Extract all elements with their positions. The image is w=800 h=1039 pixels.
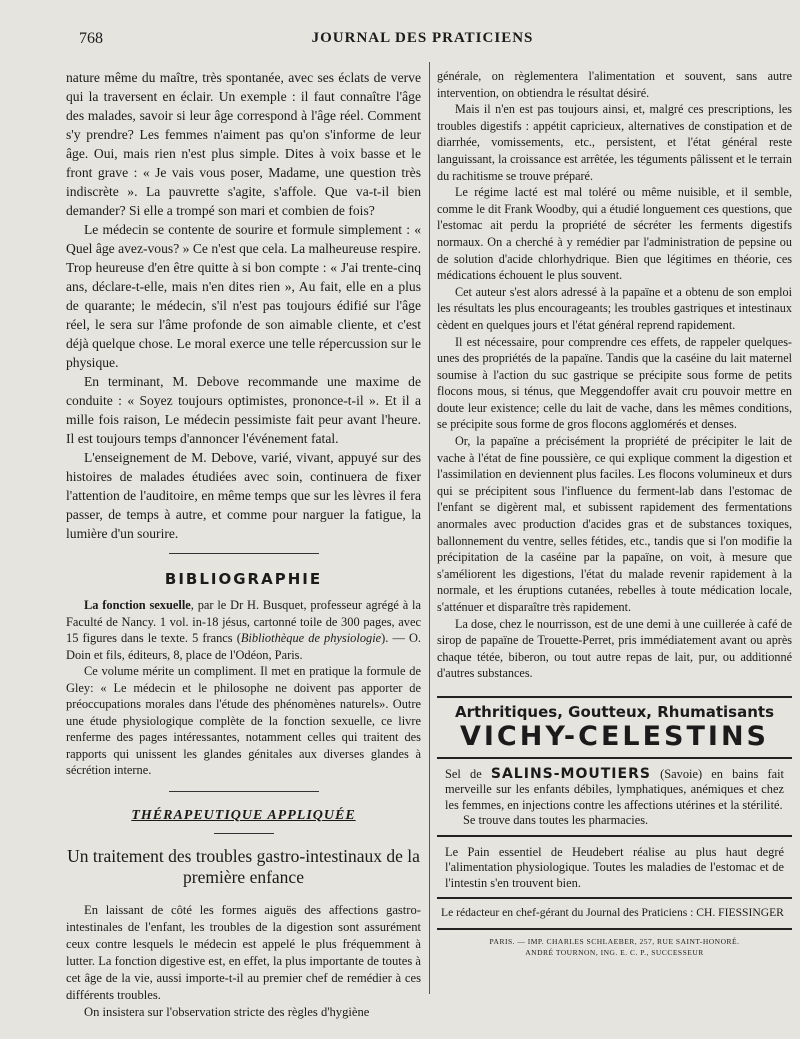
page-header	[75, 30, 770, 50]
imprint-line-2: ANDRÉ TOURNON, ING. E. C. P., SUCCESSEUR	[525, 947, 704, 957]
book-title: La fonction sexuelle	[84, 598, 191, 612]
book-series: Bibliothèque de physiologie	[240, 631, 382, 645]
column-divider	[429, 62, 430, 994]
salins-note: Se trouve dans toutes les pharmacies.	[463, 813, 649, 828]
paragraph: nature même du maître, très spontanée, avec ses éclats de verve qui la traversent en éclair. Un exemple : il faut connaître l'âge des malades, savoir si leur âge correspond à l'âge réel. Comment s'y prendre? Les femmes n'aiment pas qu'on s'informe de leur âge. Oui, mais rien n'est plus simple. Dites à voix basse et le front grave : « Je vais vous poser, Madame, une question très indiscrète ». La pauvrette s'agite, s'affole. Que va-t-il bien demander? Si elle a trompé son mari et combien de fois?	[66, 70, 421, 218]
paragraph: En terminant, M. Debove recommande une maxime de conduite : « Soyez toujours optimistes, prononce-t-il ». Et il a mille fois raison, Le médecin pessimiste fait peur avant l'heure. Il est toujours temps d'annoncer l'événement fatal.	[66, 374, 421, 446]
left-column	[66, 68, 421, 1021]
salins-text: (Savoie) en bains fait merveille sur les enfants débiles, lymphatiques, anémiques et chez les femmes, en injections contre les affections utérines et la stérilité.	[445, 766, 784, 812]
bibliographie-section	[66, 570, 421, 779]
paragraph: Cet auteur s'est alors adressé à la papaïne et a obtenu de son emploi les résultats les plus encourageants; les troubles gastriques et intestinaux cèdent en quelques jours et l'état général reprend rapidement.	[437, 284, 792, 332]
salins-advertisement	[437, 757, 792, 835]
page-number: 768	[79, 30, 103, 47]
right-column	[437, 68, 792, 958]
paragraph: Le médecin se contente de sourire et formule simplement : « Quel âge avez-vous? » Ce n'est que cela. La malheureuse respire. Trop heureuse d'en être quitte à si bon compte : « J'ai trente-cinq ans, déclare-t-elle, mais n'en dites rien », Au fait, elle en a plus de quarante; le médecin, s'il n'est pas toujours édifié sur l'âge réel, le sera sur l'âme profonde de son aimable cliente, et c'est déjà quelque chose. Le moral exerce une telle répercussion sur le physique.	[66, 222, 421, 370]
paragraph: La dose, chez le nourrisson, est de une demi à une cuillerée à café de sirop de papaïne de Trouette-Perret, pris immédiatement avant ou après chaque tétée, biberon, ou tout autre repas de lait, pur, ou additionné d'autres substances.	[437, 616, 792, 681]
book-reference	[66, 597, 421, 663]
paragraph: Or, la papaïne a précisément la propriété de précipiter le lait de vache à l'état de fine poussière, ce qui explique comment la digestion et l'assimilation en deviennent plus faciles. Les flocons volumineux et durs qui se précipitent sous l'influence du ferment-lab dans l'estomac de l'enfant se digèrent mal, et subissent rapidement des fermentations anormales avec production d'acides gras et de substances toxiques, ballonnement du ventre, selles fétides, etc., tandis que si l'on modifie la précipitation de la caséine par la papaïne, on voit, à mesure que s'améliorent les digestions, l'état du malade revenir rapidement à la normale, et les éruptions cutanées, rebelles à toute médication locale, s'atténuer et disparaître très rapidement.	[437, 434, 792, 614]
vichy-advertisement	[437, 696, 792, 753]
book-author: , par le Dr H. Busquet,	[190, 598, 307, 612]
article-title: Un traitement des troubles gastro-intestinaux de la première enfance	[67, 845, 420, 887]
journal-title: JOURNAL DES PRATICIENS	[311, 30, 534, 46]
imprint	[437, 936, 792, 958]
section-separator	[169, 791, 319, 792]
section-separator	[169, 553, 319, 554]
section-heading: THÉRAPEUTIQUE APPLIQUÉE	[131, 807, 356, 823]
paragraph: En laissant de côté les formes aiguës des affections gastro-intestinales de l'enfant, les troubles de la digestion sont assurément ceux contre lesquels le médecin est appelé le plus fréquemment à lutter. La fonction digestive est, en effet, la plus importante de toutes à cet âge de la vie, aussi importe-t-il au premier chef de remédier à ces différents troubles.	[66, 902, 421, 1002]
imprint-line-1: PARIS. — IMP. CHARLES SCHLAEBER, 257, RUE SAINT-HONORÉ.	[489, 936, 740, 946]
redacteur-line	[437, 897, 792, 930]
book-publisher: ). — O. Doin et fils, éditeurs, 8, place de l'Odéon, Paris.	[66, 631, 421, 662]
salins-brand: SALINS-MOUTIERS	[490, 765, 651, 782]
paragraph: Le régime lacté est mal toléré ou même nuisible, et il semble, comme le dit Frank Woodby, qui a étudié longuement ces questions, que l'estomac ait perdu la propriété de sécréter les ferments digestifs normaux. On a cherché à y remédier par l'administration de pepsine ou de solution d'acide chlorhydrique. Bien que légitimes en théorie, ces médications échouent le plus souvent.	[437, 185, 792, 283]
therapeutique-section	[66, 806, 421, 1021]
pain-text: Le Pain essentiel de Heudebert réalise au plus haut degré l'alimentation physiologique. Toutes les maladies de l'estomac et de l'intestin s'en trouvent bien.	[445, 844, 784, 890]
paragraph: On insistera sur l'observation stricte des règles d'hygiène	[84, 1004, 370, 1019]
vichy-subtitle: Arthritiques, Goutteux, Rhumatisants	[454, 702, 775, 721]
paragraph: Mais il n'en est pas toujours ainsi, et, malgré ces prescriptions, les troubles digestifs : appétit capricieux, alternatives de constipation et de diarrhée, vomissements, etc., persistent, et l'état général reste languissant, la croissance est arrêtée, les téguments pâlissent et le terrain du rachitisme se trouve préparé.	[437, 102, 792, 183]
paragraph: Il est nécessaire, pour comprendre ces effets, de rappeler quelques-unes des propriétés de la papaïne. Tandis que la caséine du lait maternel soumise à l'action du suc gastrique se précipite sous forme de petits flocons mous, si ténus, que Meggendoffer avait cru pouvoir mettre en doute leur existence; celle du lait de vache, dans les mêmes conditions, se précipite sous forme de gros flocons agglomérés et denses.	[437, 334, 792, 432]
pain-advertisement	[437, 835, 792, 898]
vichy-brand: VICHY-CELESTINS	[459, 720, 769, 752]
section-heading: BIBLIOGRAPHIE	[164, 570, 323, 588]
title-rule	[214, 833, 274, 834]
paragraph: L'enseignement de M. Debove, varié, vivant, appuyé sur des histoires de malades étudiées avec soin, continuera de fixer l'attention de l'auditoire, en même temps que sur les lèvres il fera passer, de temps à autre, et comme pour narguer la fatigue, la lumière d'un sourire.	[66, 450, 421, 541]
book-review: Ce volume mérite un compliment. Il met en pratique la formule de Gley: « Le médecin et le philosophe ne doivent pas apporter de préoccupations morales dans l'étude des phénomènes naturels». Outre une étude physiologique complète de la fonction sexuelle, ce livre renferme des pages intéressantes, notamment celles qui traitent des rapports qui unissent les glandes génitales aux diverses glandes à sécrétion interne.	[66, 664, 421, 777]
book-details: professeur agrégé à la Faculté de Nancy. 1 vol. in-18 jésus, cartonné toile de 300 pages, avec 15 figures dans le texte. 5 francs (	[66, 598, 421, 645]
salins-prefix: Sel de	[445, 766, 491, 781]
redacteur-text: Le rédacteur en chef-gérant du Journal des Praticiens : CH. FIESSINGER	[441, 906, 784, 920]
paragraph: générale, on règlementera l'alimentation et souvent, sans autre intervention, on obtiendra le résultat désiré.	[437, 69, 792, 100]
